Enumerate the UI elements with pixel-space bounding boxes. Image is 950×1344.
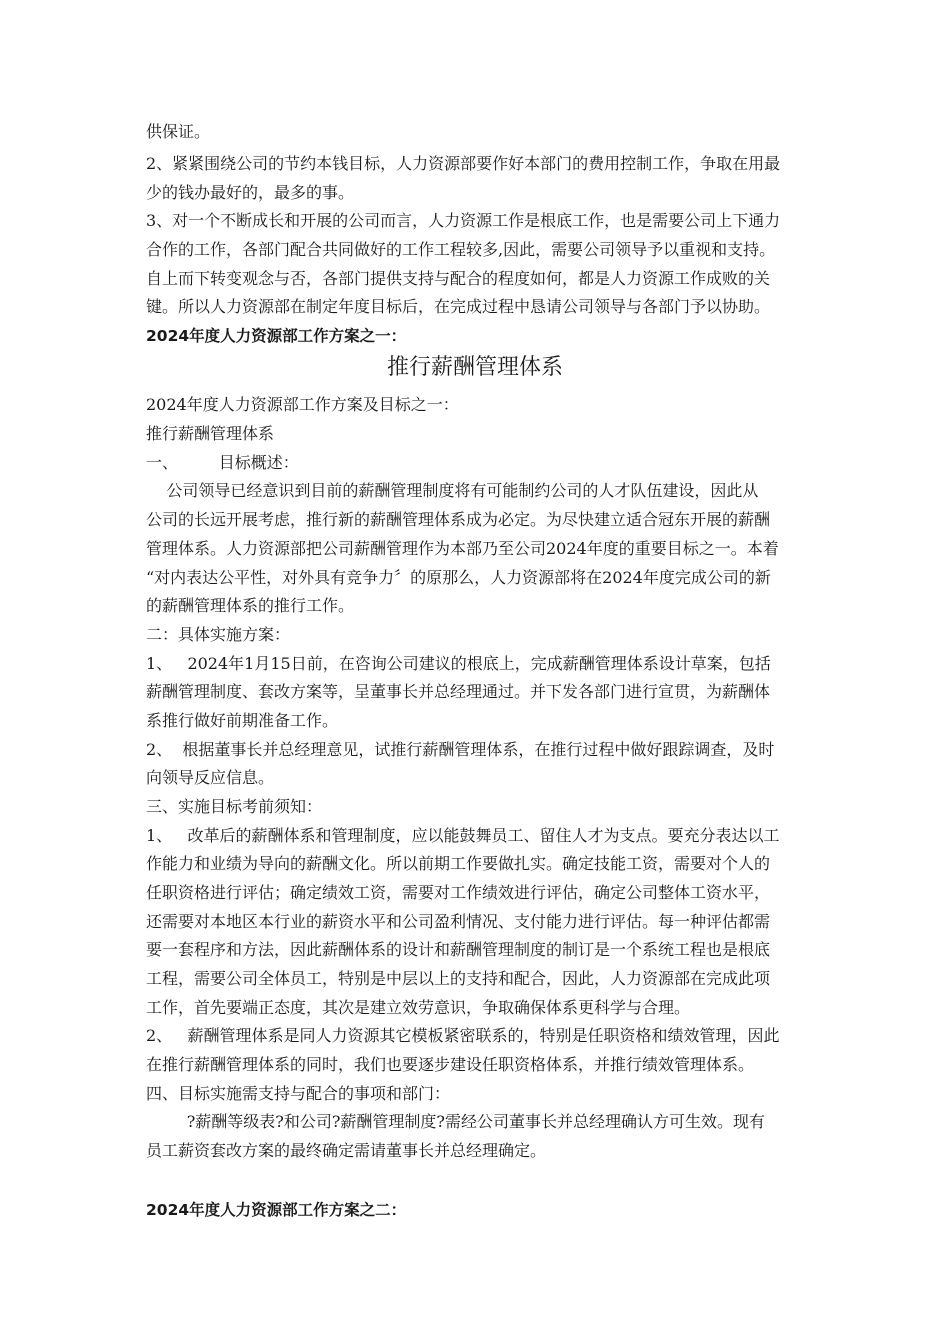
text-line: 2、 根据董事长并总经理意见，试推行薪酬管理体系，在推行过程中做好跟踪调查，及时 xyxy=(146,740,775,759)
text-line: 1、 2024年1月15日前，在咨询公司建议的根底上，完成薪酬管理体系设计草案，包括 xyxy=(146,654,771,673)
text-line: 公司的长远开展考虑，推行新的薪酬管理体系成为必定。为尽快建立适合冠东开展的薪酬 xyxy=(146,510,771,529)
page-title: 推行薪酬管理体系 xyxy=(386,355,563,380)
text-line: 2024年度人力资源部工作方案及目标之一： xyxy=(146,395,459,414)
text-line: 推行薪酬管理体系 xyxy=(146,424,275,443)
text-line: “对内表达公平性，对外具有竞争力〞的原那么，人力资源部将在2024年度完成公司的新 xyxy=(146,568,771,587)
text-line: 作能力和业绩为导向的薪酬文化。所以前期工作要做扎实。确定技能工资，需要对个人的 xyxy=(146,854,771,873)
text-line: 三、实施目标考前须知： xyxy=(146,797,323,816)
text-line: 键。所以人力资源部在制定年度目标后，在完成过程中恳请公司领导与各部门予以协助。 xyxy=(146,297,771,316)
section-heading: 2024年度人力资源部工作方案之二： xyxy=(146,1201,407,1219)
text-line: 自上而下转变观念与否，各部门提供支持与配合的程度如何，都是人力资源工作成败的关 xyxy=(146,269,771,288)
text-line: 任职资格进行评估；确定绩效工资，需要对工作绩效进行评估，确定公司整体工资水平， xyxy=(146,883,771,902)
text-line: 工作，首先要端正态度，其次是建立效劳意识，争取确保体系更科学与合理。 xyxy=(146,998,691,1017)
text-line: 2、 薪酬管理体系是同人力资源其它模板紧密联系的，特别是任职资格和绩效管理，因此 xyxy=(146,1026,780,1045)
text-line: 一、 目标概述： xyxy=(146,453,299,472)
text-line: 还需要对本地区本行业的薪资水平和公司盈利情况、支付能力进行评估。每一种评估都需 xyxy=(146,912,771,931)
text-line: 2、紧紧围绕公司的节约本钱目标，人力资源部要作好本部门的费用控制工作，争取在用最 xyxy=(146,154,781,173)
text-line: 向领导反应信息。 xyxy=(146,768,275,787)
text-line: 系推行做好前期准备工作。 xyxy=(146,711,339,730)
text-line: 要一套程序和方法，因此薪酬体系的设计和薪酬管理制度的制订是一个系统工程也是根底 xyxy=(146,940,771,959)
text-line: 少的钱办最好的，最多的事。 xyxy=(146,183,355,202)
text-line: 合作的工作，各部门配合共同做好的工作工程较多,因此，需要公司领导予以重视和支持。 xyxy=(146,240,776,259)
text-line: 公司领导已经意识到目前的薪酬管理制度将有可能制约公司的人才队伍建设，因此从 xyxy=(146,481,759,500)
text-line: 工程，需要公司全体员工，特别是中层以上的支持和配合，因此，人力资源部在完成此项 xyxy=(146,969,771,988)
text-line: 在推行薪酬管理体系的同时，我们也要逐步建设任职资格体系，并推行绩效管理体系。 xyxy=(146,1055,755,1074)
text-line: 二：具体实施方案： xyxy=(146,625,291,644)
section-heading: 2024年度人力资源部工作方案之一： xyxy=(146,327,407,345)
text-line: 管理体系。人力资源部把公司薪酬管理作为本部乃至公司2024年度的重要目标之一。本着 xyxy=(146,539,779,558)
text-line: 供保证。 xyxy=(146,122,211,141)
text-line: 薪酬管理制度、套改方案等，呈董事长并总经理通过。并下发各部门进行宣贯，为薪酬体 xyxy=(146,682,771,701)
text-line: ?薪酬等级表?和公司?薪酬管理制度?需经公司董事长并总经理确认方可生效。现有 xyxy=(146,1112,766,1131)
text-line: 3、对一个不断成长和开展的公司而言，人力资源工作是根底工作，也是需要公司上下通力 xyxy=(146,211,781,230)
text-line: 员工薪资套改方案的最终确定需请董事长并总经理确定。 xyxy=(146,1141,547,1160)
text-line: 1、 改革后的薪酬体系和管理制度，应以能鼓舞员工、留住人才为支点。要充分表达以工 xyxy=(146,826,780,845)
text-line: 的薪酬管理体系的推行工作。 xyxy=(146,596,355,615)
text-line: 四、目标实施需支持与配合的事项和部门： xyxy=(146,1084,451,1103)
